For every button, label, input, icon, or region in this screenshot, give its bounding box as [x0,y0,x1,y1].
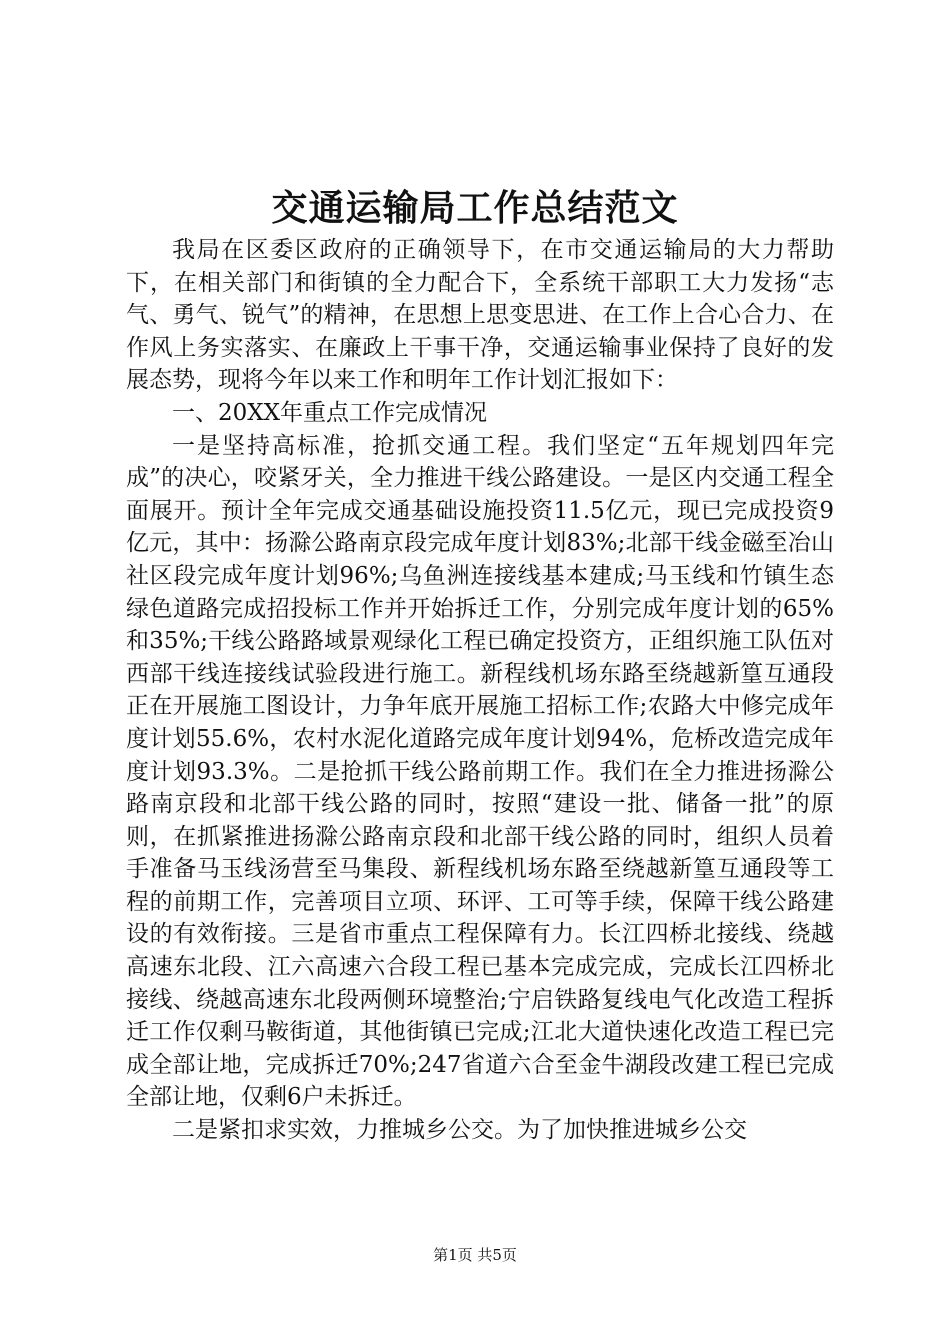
document-body [126,234,834,1147]
paragraph-intro: 我局在区委区政府的正确领导下，在市交通运输局的大力帮助下，在相关部门和街镇的全力配合下，全系统干部职工大力发扬“志气、勇气、锐气”的精神，在思想上思变思进、在工作上合心合力、在作风上务实落实、在廉政上干事干净，交通运输事业保持了良好的发展态势，现将今年以来工作和明年工作计划汇报如下： [126,237,834,394]
section-heading: 一、20XX年重点工作完成情况 [172,399,488,426]
page-footer: 第1页 共5页 [433,1246,517,1264]
document-title: 交通运输局工作总结范文 [271,187,679,229]
paragraph-public-transit: 二是紧扣求实效，力推城乡公交。为了加快推进城乡公交 [172,1117,747,1144]
paragraph-traffic-projects: 一是坚持高标准，抢抓交通工程。我们坚定“五年规划四年完成”的决心，咬紧牙关，全力推进干线公路建设。一是区内交通工程全面展开。预计全年完成交通基础设施投资11.5亿元，现已完成投资9亿元，其中：扬滁公路南京段完成年度计划83%;北部干线金磁至冶山社区段完成年度计划96%;乌鱼洲连接线基本建成;马玉线和竹镇生态绿色道路完成招投标工作并开始拆迁工作，分别完成年度计划的65%和35%;干线公路路域景观绿化工程已确定投资方，正组织施工队伍对西部干线连接线试验段进行施工。新程线机场东路至绕越新篁互通段正在开展施工图设计，力争年底开展施工招标工作;农路大中修完成年度计划55.6%，农村水泥化道路完成年度计划94%，危桥改造完成年度计划93.3%。二是抢抓干线公路前期工作。我们在全力推进扬滁公路南京段和北部干线公路的同时，按照“建设一批、储备一批”的原则，在抓紧推进扬滁公路南京段和北部干线公路的同时，组织人员着手准备马玉线汤营至马集段、新程线机场东路至绕越新篁互通段等工程的前期工作，完善项目立项、环评、工可等手续，保障干线公路建设的有效衔接。三是省市重点工程保障有力。长江四桥北接线、绕越高速东北段、江六高速六合段工程已基本完成完成，完成长江四桥北接线、绕越高速东北段两侧环境整治;宁启铁路复线电气化改造工程拆迁工作仅剩马鞍街道，其他街镇已完成;江北大道快速化改造工程已完成全部让地，完成拆迁70%;247省道六合至金牛湖段改建工程已完成全部让地，仅剩6户未拆迁。 [126,432,834,1111]
